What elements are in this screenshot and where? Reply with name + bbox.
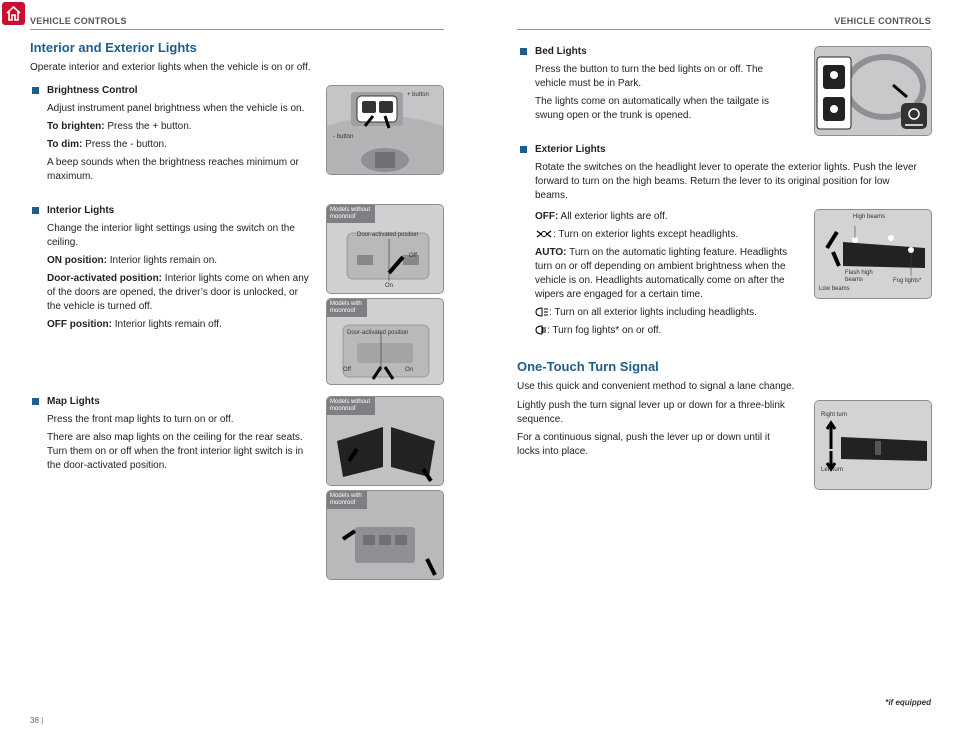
map-section [47, 395, 309, 473]
interior-image-2-tag: Models with moonroof [327, 299, 367, 317]
brightness-section [47, 84, 309, 184]
interior-text-1: Change the interior light settings using the switch on the ceiling. [47, 223, 295, 248]
exterior-text-1: Rotate the switches on the headlight lever to operate the exterior lights. Push the lever forward to turn on the high beams. Return the lever to its original position for low beams. [535, 162, 917, 201]
left-turn-label: Left turn [821, 467, 844, 473]
door-position-label-2: Door-activated position [347, 330, 409, 336]
bed-text-1: Press the button to turn the bed lights on or off. The vehicle must be in Park. [535, 64, 764, 89]
turn-signal-text-2: Lightly push the turn signal lever up or down for a three-blink sequence. [517, 400, 785, 425]
right-turn-label: Right turn [821, 412, 848, 418]
map-image-1-tag: Models without moonroof [327, 397, 375, 415]
off-label-1: Off [409, 253, 417, 259]
on-label-2: On [405, 367, 414, 373]
plus-button-label: + button [407, 92, 429, 98]
map-text-2: There are also map lights on the ceiling for the rear seats. Turn them on or off when the front interior light switch is in the door-activated position. [47, 432, 304, 471]
off-label-2: Off [343, 367, 351, 373]
brightness-text-1: Adjust instrument panel brightness when the vehicle is on. [47, 103, 305, 114]
brightness-text-2: To brighten: Press the + button. [47, 121, 192, 132]
interior-text-on: ON position: Interior lights remain on. [47, 255, 218, 266]
minus-button-label: - button [333, 134, 354, 140]
footnote: *if equipped [885, 698, 931, 707]
interior-image-no-moonroof [326, 204, 444, 294]
bed-title: Bed Lights [535, 45, 797, 59]
on-label-1: On [385, 283, 394, 289]
map-image-2-tag: Models with moonroof [327, 491, 367, 509]
bed-lights-image [814, 46, 932, 136]
headlights-icon [535, 307, 549, 317]
turn-signal-text-3: For a continuous signal, push the lever up or down until it locks into place. [517, 432, 770, 457]
exterior-modes [535, 206, 797, 338]
bed-section [535, 45, 797, 123]
interior-text-off: OFF position: Interior lights remain off. [47, 319, 222, 330]
intro-text: Operate interior and exterior lights when the vehicle is on or off. [30, 62, 311, 73]
brightness-image [326, 85, 444, 175]
brightness-title: Brightness Control [47, 84, 309, 98]
interior-image-1-tag: Models without moonroof [327, 205, 375, 223]
exterior-headlights: : Turn on all exterior lights including headlights. [535, 306, 797, 320]
exterior-title: Exterior Lights [535, 143, 925, 157]
turn-signal-intro: Use this quick and convenient method to signal a lane change. [517, 381, 795, 392]
parking-lights-icon [535, 229, 553, 239]
bed-text-2: The lights come on automatically when the tailgate is swung open or the trunk is opened. [535, 96, 770, 121]
header-rule-left [30, 29, 444, 30]
interior-title: Interior Lights [47, 204, 309, 218]
home-icon [5, 5, 22, 22]
header-right: VEHICLE CONTROLS [834, 16, 931, 26]
exterior-section [535, 143, 925, 203]
turn-signal-title: One-Touch Turn Signal [517, 359, 659, 374]
brightness-text-4: A beep sounds when the brightness reaches minimum or maximum. [47, 157, 299, 182]
brightness-text-3: To dim: Press the - button. [47, 139, 167, 150]
map-text-1: Press the front map lights to turn on or off. [47, 414, 234, 425]
high-beams-label: High beams [853, 214, 886, 220]
page-title: Interior and Exterior Lights [30, 40, 197, 55]
header-rule-right [517, 29, 931, 30]
exterior-fog: : Turn fog lights* on or off. [535, 324, 797, 338]
fog-lights-label: Fog lights* [893, 278, 922, 284]
interior-image-moonroof [326, 298, 444, 385]
exterior-off: OFF: All exterior lights are off. [535, 211, 668, 222]
flash-high-beams-label: Flash high beams [845, 270, 873, 283]
map-image-no-moonroof [326, 396, 444, 486]
exterior-parking: : Turn on exterior lights except headlights. [535, 228, 797, 242]
fog-lights-icon [535, 325, 547, 335]
interior-text-door: Door-activated position: Interior lights come on when any of the doors are opened, the driver’s door is unlocked, or the vehicle is turned off. [47, 273, 309, 312]
exterior-auto: AUTO: Turn on the automatic lighting feature. Headlights turn on or off depending on ambient brightness when the vehicle is on. Headlights automatically come on after the wipers are engaged for a certain time. [535, 247, 788, 300]
low-beams-label: Low beams [819, 286, 850, 292]
map-title: Map Lights [47, 395, 309, 409]
turn-signal-image [814, 400, 932, 490]
header-left: VEHICLE CONTROLS [30, 16, 127, 26]
headlight-lever-image [814, 209, 932, 299]
interior-section [47, 204, 309, 332]
door-position-label-1: Door-activated position [357, 232, 419, 238]
home-button[interactable] [2, 2, 25, 25]
page-number-left: 38 | [30, 716, 44, 725]
map-image-moonroof [326, 490, 444, 580]
